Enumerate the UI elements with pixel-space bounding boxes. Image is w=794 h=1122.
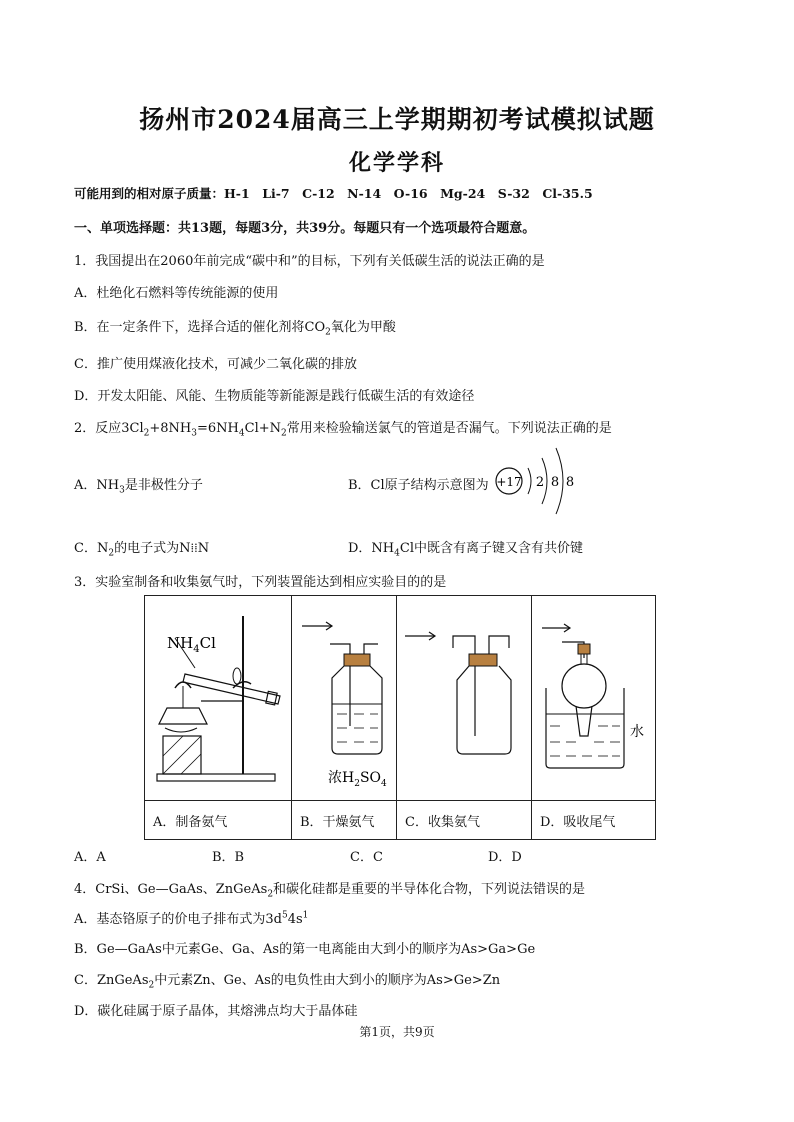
apparatus-c-diagram [397,596,531,796]
nucleus-charge: +17 [496,475,522,489]
page-footer: 第1页，共9页 [359,1025,435,1039]
section-heading: 一、单项选择题：共13题，每题3分，共39分。每题只有一个选项最符合题意。 [74,221,536,236]
q4-option-a: A．基态铬原子的价电子排布式为$3d^54s^1$ [74,910,309,927]
q3-option-a: A．A [74,850,106,865]
q3-stem: 3．实验室制备和收集氨气时，下列装置能达到相应实验目的的是 [74,575,447,590]
q4-stem: 4．CrSi、Ge—GaAs、ZnGeAs$_2$和碳化硅都是重要的半导体化合物，下列说法错误的是 [74,882,586,900]
q1-option-d: D．开发太阳能、风能、生物质能等新能源是践行低碳生活的有效途径 [74,389,475,404]
apparatus-a-diagram [145,596,291,796]
page-subtitle: 化学学科 [348,150,445,176]
caption-b: B．干燥氨气 [292,801,397,840]
q4-option-c: C．ZnGeAs$_2$中元素Zn、Ge、As的电负性由大到小的顺序为As>Ge>Zn [74,973,501,991]
apparatus-b-cell [292,596,397,801]
shell-electrons-1: 2 [535,475,545,490]
shell-electrons-3: 8 [565,475,575,490]
shell-arc-1 [528,468,531,494]
apparatus-c-cell [397,596,532,801]
water-label: 水 [630,724,644,740]
q1-option-b: B．在一定条件下，选择合适的催化剂将$CO_2$氧化为甲酸 [74,320,396,338]
q3-option-d: D．D [488,850,522,865]
apparatus-a-cell [145,596,292,801]
q3-option-b: B．B [212,850,245,865]
cl-atom-structure-diagram [494,440,584,525]
q2-option-a: A．$NH_3$是非极性分子 [74,478,203,496]
q4-option-d: D．碳化硅属于原子晶体，其熔沸点均大于晶体硅 [74,1004,358,1019]
q1-option-a: A．杜绝化石燃料等传统能源的使用 [74,286,279,301]
q4-option-b: B．Ge—GaAs中元素Ge、Ga、As的第一电离能由大到小的顺序为As>Ga>Ge [74,942,536,957]
q2-option-c: C．$N_2$的电子式为N⁞⁞N [74,541,210,559]
q3-option-c: C．C [350,850,383,865]
q1-option-c: C．推广使用煤液化技术，可减少二氧化碳的排放 [74,357,357,372]
q2-stem: 2．反应$3Cl_2+8NH_3=6NH_4Cl+N_2$常用来检验输送氯气的管道是否漏气。下列说法正确的是 [74,421,612,439]
apparatus-d-cell [532,596,656,801]
page-title: 扬州市2024届高三上学期期初考试模拟试题 [139,105,655,134]
triple-bond-dots: ⁞⁞ [190,541,198,556]
caption-a: A．制备氨气 [145,801,292,840]
h2so4-label: 浓$H_2SO_4$ [328,770,387,789]
nh4cl-label: $NH_4Cl$ [167,634,216,655]
apparatus-table [144,595,656,840]
q1-stem: 1．我国提出在2060年前完成“碳中和”的目标，下列有关低碳生活的说法正确的是 [74,254,545,269]
q2-option-d: D．$NH_4Cl$中既含有离子键又含有共价键 [348,541,583,559]
apparatus-d-diagram [532,596,655,796]
caption-d: D．吸收尾气 [532,801,656,840]
atomic-masses: 可能用到的相对原子质量：H-1 Li-7 C-12 N-14 O-16 Mg-24 S-32 Cl-35.5 [74,186,593,201]
shell-electrons-2: 8 [550,475,560,490]
caption-c: C．收集氨气 [397,801,532,840]
q2-option-b: B．Cl原子结构示意图为 [348,478,489,493]
apparatus-b-diagram [292,596,396,796]
